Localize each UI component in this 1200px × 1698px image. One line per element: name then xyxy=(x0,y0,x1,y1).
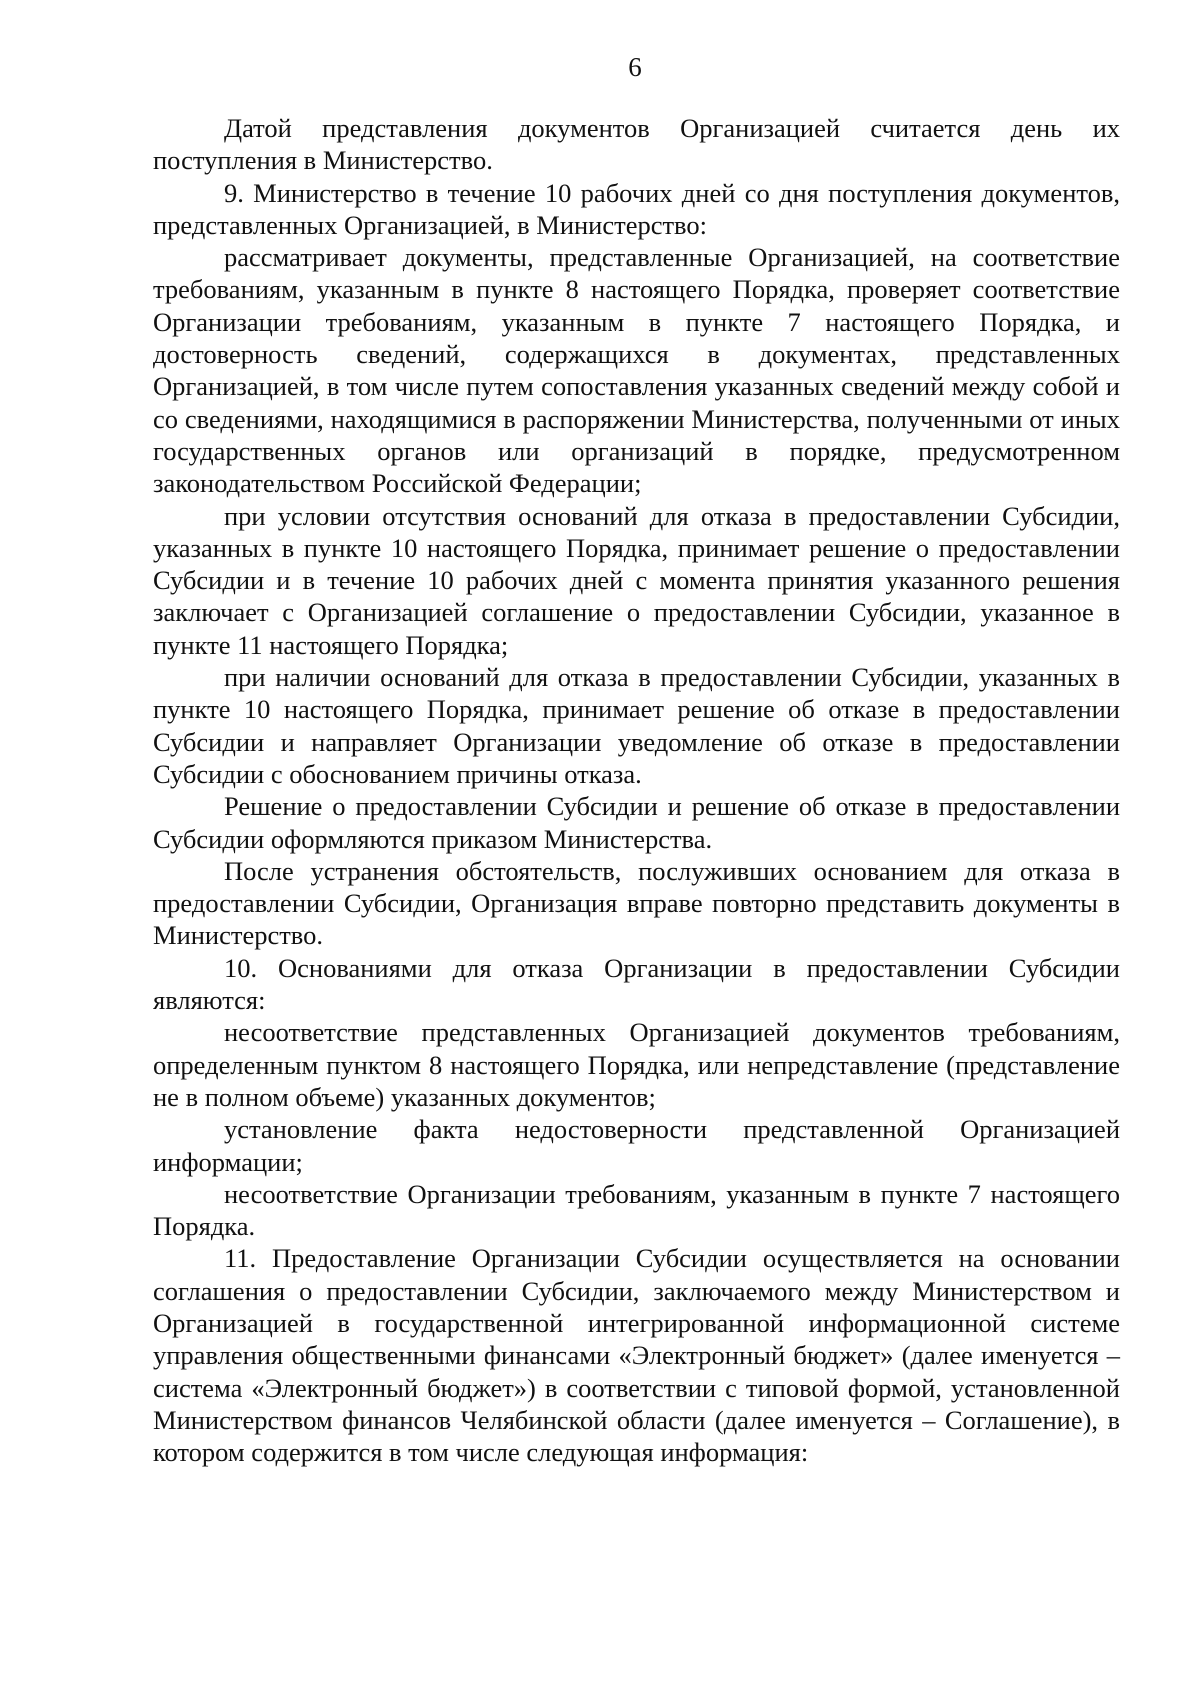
page-number: 6 xyxy=(628,52,642,82)
paragraph-review-documents: рассматривает документы, представленные Организацией, на соответствие требованиям, указанным в пункте 8 настоящего Порядка, проверяет соответствие Организации требованиям, указанным в пункте 7 настоящего Порядка, и достоверность сведений, содержащихся в документах, представленных Организацией, в том числе путем сопоставления указанных сведений между собой и со сведениями, находящимися в распоряжении Министерства, полученными от иных государственных органов или организаций в порядке, предусмотренном законодательством Российской Федерации; xyxy=(153,242,1120,499)
paragraph-submission-date: Датой представления документов Организацией считается день их поступления в Министерство. xyxy=(153,113,1120,176)
paragraph-refusal-decision: при наличии оснований для отказа в предоставлении Субсидии, указанных в пункте 10 настоящего Порядка, принимает решение об отказе в предоставлении Субсидии и направляет Организации уведомление об отказе в предоставлении Субсидии с обоснованием причины отказа. xyxy=(153,662,1120,789)
document-body xyxy=(153,112,1120,1468)
paragraph-refusal-reason-false-info: установление факта недостоверности представленной Организацией информации; xyxy=(153,1114,1120,1177)
paragraph-item-11: 11. Предоставление Организации Субсидии осуществляется на основании соглашения о предоставлении Субсидии, заключаемого между Министерством и Организацией в государственной интегрированной информационной системе управления общественными финансами «Электронный бюджет» (далее именуется – система «Электронный бюджет») в соответствии с типовой формой, установленной Министерством финансов Челябинской области (далее именуется – Соглашение), в котором содержится в том числе следующая информация: xyxy=(153,1243,1120,1468)
paragraph-item-9: 9. Министерство в течение 10 рабочих дней со дня поступления документов, представленных Организацией, в Министерство: xyxy=(153,177,1120,240)
paragraph-item-10: 10. Основаниями для отказа Организации в предоставлении Субсидии являются: xyxy=(153,952,1120,1016)
paragraph-grant-decision: при условии отсутствия оснований для отказа в предоставлении Субсидии, указанных в пункте 10 настоящего Порядка, принимает решение о предоставлении Субсидии и в течение 10 рабочих дней с момента принятия указанного решения заключает с Организацией соглашение о предоставлении Субсидии, указанное в пункте 11 настоящего Порядка; xyxy=(153,500,1120,660)
paragraph-refusal-reason-requirements: несоответствие Организации требованиям, указанным в пункте 7 настоящего Порядка. xyxy=(153,1178,1120,1242)
paragraph-decision-formalization: Решение о предоставлении Субсидии и решение об отказе в предоставлении Субсидии оформляются приказом Министерства. xyxy=(153,791,1120,854)
paragraph-refusal-reason-documents: несоответствие представленных Организацией документов требованиям, определенным пунктом 8 настоящего Порядка, или непредставление (представление не в полном объеме) указанных документов; xyxy=(153,1017,1120,1112)
paragraph-resubmission: После устранения обстоятельств, послуживших основанием для отказа в предоставлении Субсидии, Организация вправе повторно представить документы в Министерство. xyxy=(153,855,1120,951)
